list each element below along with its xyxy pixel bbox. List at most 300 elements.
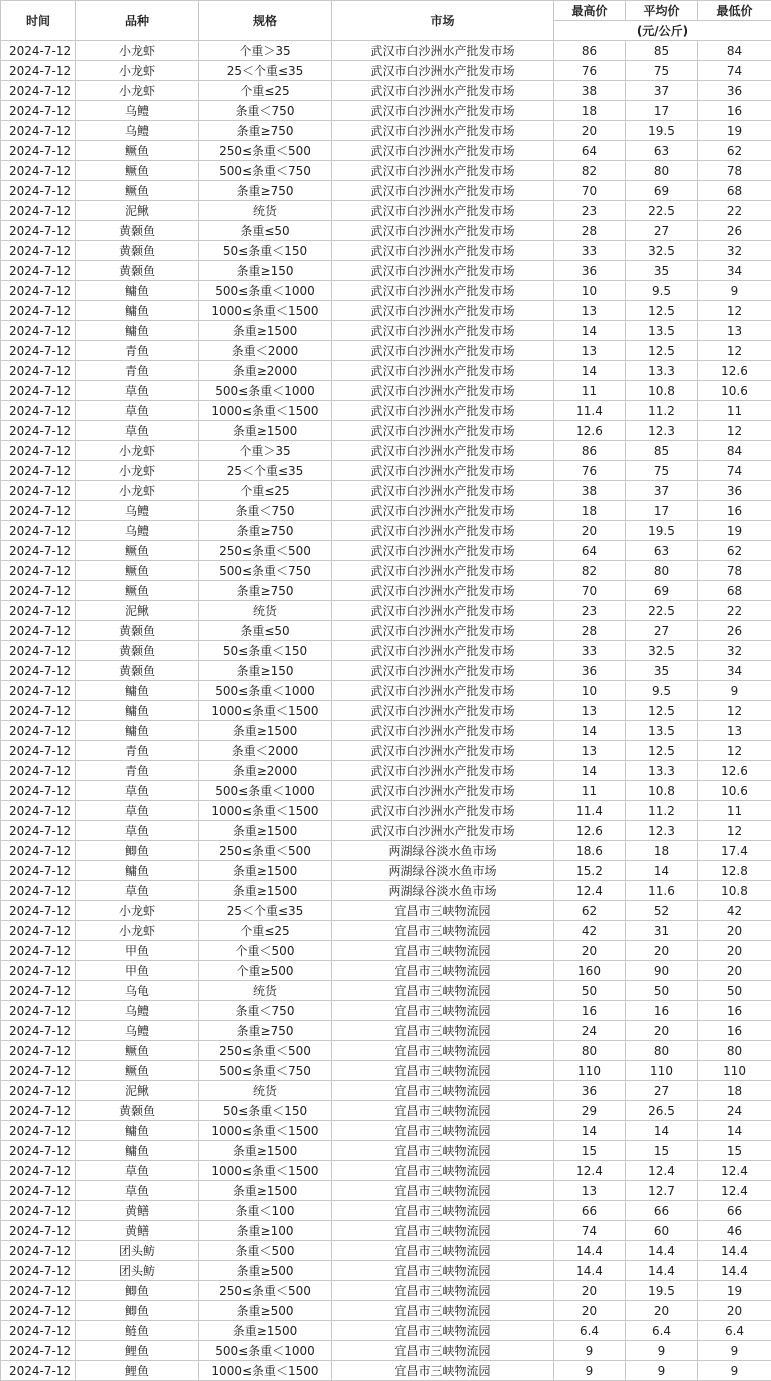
cell-low-price: 110 bbox=[698, 1061, 771, 1081]
cell-high-price: 20 bbox=[554, 941, 626, 961]
cell-market: 武汉市白沙洲水产批发市场 bbox=[332, 481, 554, 501]
cell-date: 2024-7-12 bbox=[1, 1181, 76, 1201]
cell-variety: 小龙虾 bbox=[76, 481, 199, 501]
cell-low-price: 18 bbox=[698, 1081, 771, 1101]
cell-market: 宜昌市三峡物流园 bbox=[332, 1221, 554, 1241]
cell-market: 宜昌市三峡物流园 bbox=[332, 1181, 554, 1201]
cell-market: 宜昌市三峡物流园 bbox=[332, 1201, 554, 1221]
cell-spec: 个重≤25 bbox=[199, 921, 332, 941]
cell-date: 2024-7-12 bbox=[1, 201, 76, 221]
table-row bbox=[1, 721, 771, 741]
cell-avg-price: 80 bbox=[626, 561, 698, 581]
header-unit: (元/公斤) bbox=[554, 21, 771, 41]
cell-avg-price: 13.5 bbox=[626, 321, 698, 341]
cell-low-price: 12 bbox=[698, 341, 771, 361]
cell-avg-price: 17 bbox=[626, 101, 698, 121]
cell-date: 2024-7-12 bbox=[1, 1221, 76, 1241]
cell-high-price: 23 bbox=[554, 601, 626, 621]
cell-avg-price: 11.2 bbox=[626, 401, 698, 421]
cell-market: 武汉市白沙洲水产批发市场 bbox=[332, 561, 554, 581]
cell-market: 武汉市白沙洲水产批发市场 bbox=[332, 361, 554, 381]
cell-date: 2024-7-12 bbox=[1, 41, 76, 61]
cell-high-price: 20 bbox=[554, 521, 626, 541]
cell-variety: 乌鳢 bbox=[76, 1021, 199, 1041]
cell-market: 武汉市白沙洲水产批发市场 bbox=[332, 441, 554, 461]
header-date: 时间 bbox=[1, 1, 76, 41]
cell-avg-price: 27 bbox=[626, 1081, 698, 1101]
cell-spec: 500≤条重＜750 bbox=[199, 561, 332, 581]
cell-spec: 500≤条重＜1000 bbox=[199, 681, 332, 701]
cell-avg-price: 19.5 bbox=[626, 121, 698, 141]
cell-market: 宜昌市三峡物流园 bbox=[332, 1281, 554, 1301]
cell-date: 2024-7-12 bbox=[1, 181, 76, 201]
cell-variety: 小龙虾 bbox=[76, 441, 199, 461]
cell-spec: 个重＜500 bbox=[199, 941, 332, 961]
cell-low-price: 12.6 bbox=[698, 761, 771, 781]
table-row bbox=[1, 861, 771, 881]
cell-variety: 鳙鱼 bbox=[76, 701, 199, 721]
cell-variety: 鳜鱼 bbox=[76, 1061, 199, 1081]
table-row bbox=[1, 221, 771, 241]
cell-spec: 1000≤条重＜1500 bbox=[199, 401, 332, 421]
table-row bbox=[1, 881, 771, 901]
cell-avg-price: 32.5 bbox=[626, 241, 698, 261]
cell-avg-price: 80 bbox=[626, 161, 698, 181]
cell-date: 2024-7-12 bbox=[1, 701, 76, 721]
cell-avg-price: 18 bbox=[626, 841, 698, 861]
cell-spec: 条重≥2000 bbox=[199, 761, 332, 781]
cell-date: 2024-7-12 bbox=[1, 161, 76, 181]
cell-high-price: 24 bbox=[554, 1021, 626, 1041]
cell-spec: 50≤条重＜150 bbox=[199, 241, 332, 261]
table-row bbox=[1, 261, 771, 281]
cell-avg-price: 14 bbox=[626, 1121, 698, 1141]
header-high-price: 最高价 bbox=[554, 1, 626, 21]
table-row bbox=[1, 601, 771, 621]
table-row bbox=[1, 41, 771, 61]
cell-high-price: 20 bbox=[554, 1301, 626, 1321]
cell-high-price: 12.6 bbox=[554, 421, 626, 441]
cell-spec: 个重≤25 bbox=[199, 81, 332, 101]
cell-low-price: 26 bbox=[698, 621, 771, 641]
cell-low-price: 12 bbox=[698, 701, 771, 721]
table-row bbox=[1, 701, 771, 721]
cell-market: 武汉市白沙洲水产批发市场 bbox=[332, 101, 554, 121]
cell-spec: 条重≥750 bbox=[199, 1021, 332, 1041]
cell-avg-price: 26.5 bbox=[626, 1101, 698, 1121]
table-row bbox=[1, 1201, 771, 1221]
cell-low-price: 62 bbox=[698, 541, 771, 561]
cell-variety: 草鱼 bbox=[76, 821, 199, 841]
cell-date: 2024-7-12 bbox=[1, 761, 76, 781]
cell-high-price: 15.2 bbox=[554, 861, 626, 881]
cell-market: 武汉市白沙洲水产批发市场 bbox=[332, 801, 554, 821]
cell-avg-price: 80 bbox=[626, 1041, 698, 1061]
cell-avg-price: 37 bbox=[626, 481, 698, 501]
cell-market: 武汉市白沙洲水产批发市场 bbox=[332, 61, 554, 81]
cell-low-price: 12 bbox=[698, 821, 771, 841]
cell-date: 2024-7-12 bbox=[1, 1041, 76, 1061]
cell-date: 2024-7-12 bbox=[1, 1341, 76, 1361]
cell-date: 2024-7-12 bbox=[1, 361, 76, 381]
cell-spec: 250≤条重＜500 bbox=[199, 1281, 332, 1301]
cell-variety: 甲鱼 bbox=[76, 961, 199, 981]
cell-variety: 小龙虾 bbox=[76, 901, 199, 921]
cell-spec: 条重≥500 bbox=[199, 1301, 332, 1321]
cell-high-price: 33 bbox=[554, 241, 626, 261]
cell-avg-price: 75 bbox=[626, 61, 698, 81]
cell-avg-price: 12.5 bbox=[626, 741, 698, 761]
cell-date: 2024-7-12 bbox=[1, 301, 76, 321]
cell-avg-price: 69 bbox=[626, 581, 698, 601]
cell-date: 2024-7-12 bbox=[1, 461, 76, 481]
cell-avg-price: 9 bbox=[626, 1361, 698, 1381]
cell-date: 2024-7-12 bbox=[1, 1001, 76, 1021]
cell-variety: 黄鳝 bbox=[76, 1221, 199, 1241]
cell-avg-price: 9 bbox=[626, 1341, 698, 1361]
cell-spec: 统货 bbox=[199, 601, 332, 621]
cell-high-price: 11 bbox=[554, 381, 626, 401]
table-row bbox=[1, 1181, 771, 1201]
cell-variety: 草鱼 bbox=[76, 421, 199, 441]
cell-variety: 草鱼 bbox=[76, 881, 199, 901]
cell-high-price: 13 bbox=[554, 741, 626, 761]
table-row bbox=[1, 1001, 771, 1021]
table-row bbox=[1, 361, 771, 381]
table-row bbox=[1, 281, 771, 301]
table-header bbox=[1, 1, 771, 41]
cell-market: 武汉市白沙洲水产批发市场 bbox=[332, 781, 554, 801]
cell-high-price: 14 bbox=[554, 1121, 626, 1141]
table-row bbox=[1, 941, 771, 961]
cell-high-price: 11.4 bbox=[554, 401, 626, 421]
cell-high-price: 11.4 bbox=[554, 801, 626, 821]
cell-high-price: 29 bbox=[554, 1101, 626, 1121]
cell-spec: 条重＜2000 bbox=[199, 741, 332, 761]
cell-date: 2024-7-12 bbox=[1, 61, 76, 81]
cell-spec: 25＜个重≤35 bbox=[199, 461, 332, 481]
cell-variety: 泥鳅 bbox=[76, 201, 199, 221]
table-row bbox=[1, 621, 771, 641]
cell-spec: 条重≥750 bbox=[199, 121, 332, 141]
cell-date: 2024-7-12 bbox=[1, 321, 76, 341]
cell-low-price: 22 bbox=[698, 601, 771, 621]
cell-date: 2024-7-12 bbox=[1, 121, 76, 141]
cell-avg-price: 9.5 bbox=[626, 281, 698, 301]
cell-low-price: 20 bbox=[698, 961, 771, 981]
cell-high-price: 12.6 bbox=[554, 821, 626, 841]
cell-low-price: 68 bbox=[698, 581, 771, 601]
cell-high-price: 18 bbox=[554, 101, 626, 121]
cell-market: 武汉市白沙洲水产批发市场 bbox=[332, 341, 554, 361]
cell-low-price: 12.4 bbox=[698, 1161, 771, 1181]
cell-avg-price: 13.3 bbox=[626, 761, 698, 781]
cell-market: 两湖绿谷淡水鱼市场 bbox=[332, 841, 554, 861]
cell-date: 2024-7-12 bbox=[1, 1101, 76, 1121]
cell-date: 2024-7-12 bbox=[1, 841, 76, 861]
cell-variety: 黄颡鱼 bbox=[76, 1101, 199, 1121]
cell-low-price: 46 bbox=[698, 1221, 771, 1241]
table-row bbox=[1, 1041, 771, 1061]
cell-market: 宜昌市三峡物流园 bbox=[332, 1061, 554, 1081]
cell-spec: 统货 bbox=[199, 981, 332, 1001]
cell-low-price: 12.6 bbox=[698, 361, 771, 381]
cell-high-price: 12.4 bbox=[554, 881, 626, 901]
cell-variety: 乌龟 bbox=[76, 981, 199, 1001]
cell-variety: 黄颡鱼 bbox=[76, 661, 199, 681]
cell-date: 2024-7-12 bbox=[1, 661, 76, 681]
cell-variety: 草鱼 bbox=[76, 781, 199, 801]
cell-avg-price: 63 bbox=[626, 141, 698, 161]
table-row bbox=[1, 841, 771, 861]
cell-avg-price: 27 bbox=[626, 221, 698, 241]
cell-spec: 50≤条重＜150 bbox=[199, 1101, 332, 1121]
cell-date: 2024-7-12 bbox=[1, 221, 76, 241]
cell-spec: 统货 bbox=[199, 1081, 332, 1101]
cell-low-price: 12 bbox=[698, 421, 771, 441]
cell-low-price: 9 bbox=[698, 281, 771, 301]
cell-variety: 团头鲂 bbox=[76, 1261, 199, 1281]
cell-variety: 鳜鱼 bbox=[76, 561, 199, 581]
cell-low-price: 14.4 bbox=[698, 1261, 771, 1281]
cell-low-price: 14.4 bbox=[698, 1241, 771, 1261]
cell-date: 2024-7-12 bbox=[1, 1361, 76, 1381]
cell-market: 宜昌市三峡物流园 bbox=[332, 1321, 554, 1341]
cell-avg-price: 20 bbox=[626, 941, 698, 961]
cell-low-price: 10.6 bbox=[698, 781, 771, 801]
cell-high-price: 20 bbox=[554, 121, 626, 141]
cell-variety: 鳙鱼 bbox=[76, 281, 199, 301]
cell-date: 2024-7-12 bbox=[1, 1301, 76, 1321]
cell-market: 武汉市白沙洲水产批发市场 bbox=[332, 581, 554, 601]
table-body bbox=[1, 41, 771, 1381]
cell-date: 2024-7-12 bbox=[1, 521, 76, 541]
cell-variety: 鲫鱼 bbox=[76, 1301, 199, 1321]
cell-high-price: 20 bbox=[554, 1281, 626, 1301]
cell-avg-price: 63 bbox=[626, 541, 698, 561]
cell-low-price: 19 bbox=[698, 521, 771, 541]
cell-high-price: 74 bbox=[554, 1221, 626, 1241]
cell-variety: 小龙虾 bbox=[76, 921, 199, 941]
cell-low-price: 19 bbox=[698, 1281, 771, 1301]
cell-market: 武汉市白沙洲水产批发市场 bbox=[332, 621, 554, 641]
cell-spec: 条重≥1500 bbox=[199, 321, 332, 341]
cell-variety: 泥鳅 bbox=[76, 1081, 199, 1101]
cell-variety: 小龙虾 bbox=[76, 81, 199, 101]
cell-spec: 条重＜750 bbox=[199, 501, 332, 521]
cell-avg-price: 19.5 bbox=[626, 1281, 698, 1301]
cell-low-price: 50 bbox=[698, 981, 771, 1001]
cell-high-price: 82 bbox=[554, 561, 626, 581]
cell-low-price: 12 bbox=[698, 741, 771, 761]
cell-date: 2024-7-12 bbox=[1, 241, 76, 261]
cell-high-price: 14.4 bbox=[554, 1241, 626, 1261]
cell-avg-price: 22.5 bbox=[626, 601, 698, 621]
cell-market: 宜昌市三峡物流园 bbox=[332, 1081, 554, 1101]
cell-low-price: 32 bbox=[698, 241, 771, 261]
cell-market: 武汉市白沙洲水产批发市场 bbox=[332, 741, 554, 761]
cell-low-price: 20 bbox=[698, 1301, 771, 1321]
cell-date: 2024-7-12 bbox=[1, 901, 76, 921]
cell-low-price: 22 bbox=[698, 201, 771, 221]
cell-spec: 条重≥1500 bbox=[199, 1141, 332, 1161]
table-row bbox=[1, 681, 771, 701]
cell-low-price: 14 bbox=[698, 1121, 771, 1141]
cell-date: 2024-7-12 bbox=[1, 621, 76, 641]
cell-spec: 1000≤条重＜1500 bbox=[199, 801, 332, 821]
table-row bbox=[1, 1361, 771, 1381]
cell-date: 2024-7-12 bbox=[1, 1021, 76, 1041]
table-row bbox=[1, 101, 771, 121]
cell-date: 2024-7-12 bbox=[1, 341, 76, 361]
cell-variety: 鳜鱼 bbox=[76, 581, 199, 601]
cell-spec: 条重≥1500 bbox=[199, 881, 332, 901]
table-row bbox=[1, 581, 771, 601]
cell-variety: 乌鳢 bbox=[76, 101, 199, 121]
cell-low-price: 74 bbox=[698, 61, 771, 81]
cell-spec: 条重≤50 bbox=[199, 621, 332, 641]
cell-variety: 鳜鱼 bbox=[76, 1041, 199, 1061]
cell-low-price: 12.4 bbox=[698, 1181, 771, 1201]
cell-date: 2024-7-12 bbox=[1, 381, 76, 401]
table-row bbox=[1, 661, 771, 681]
cell-variety: 鳙鱼 bbox=[76, 681, 199, 701]
cell-spec: 统货 bbox=[199, 201, 332, 221]
cell-market: 宜昌市三峡物流园 bbox=[332, 961, 554, 981]
table-row bbox=[1, 1241, 771, 1261]
cell-avg-price: 13.3 bbox=[626, 361, 698, 381]
cell-market: 武汉市白沙洲水产批发市场 bbox=[332, 41, 554, 61]
cell-spec: 1000≤条重＜1500 bbox=[199, 701, 332, 721]
cell-variety: 鳙鱼 bbox=[76, 721, 199, 741]
cell-high-price: 11 bbox=[554, 781, 626, 801]
cell-spec: 条重≥1500 bbox=[199, 861, 332, 881]
cell-high-price: 28 bbox=[554, 621, 626, 641]
cell-date: 2024-7-12 bbox=[1, 81, 76, 101]
cell-market: 宜昌市三峡物流园 bbox=[332, 1261, 554, 1281]
table-row bbox=[1, 1261, 771, 1281]
cell-variety: 黄颡鱼 bbox=[76, 261, 199, 281]
cell-low-price: 84 bbox=[698, 41, 771, 61]
cell-high-price: 18.6 bbox=[554, 841, 626, 861]
cell-date: 2024-7-12 bbox=[1, 1281, 76, 1301]
cell-market: 武汉市白沙洲水产批发市场 bbox=[332, 461, 554, 481]
cell-variety: 鲫鱼 bbox=[76, 841, 199, 861]
table-row bbox=[1, 181, 771, 201]
cell-variety: 鳙鱼 bbox=[76, 301, 199, 321]
cell-date: 2024-7-12 bbox=[1, 561, 76, 581]
cell-high-price: 13 bbox=[554, 701, 626, 721]
table-row bbox=[1, 1081, 771, 1101]
cell-market: 武汉市白沙洲水产批发市场 bbox=[332, 321, 554, 341]
cell-variety: 青鱼 bbox=[76, 761, 199, 781]
cell-avg-price: 9.5 bbox=[626, 681, 698, 701]
cell-market: 武汉市白沙洲水产批发市场 bbox=[332, 81, 554, 101]
cell-date: 2024-7-12 bbox=[1, 541, 76, 561]
cell-date: 2024-7-12 bbox=[1, 441, 76, 461]
cell-spec: 条重＜750 bbox=[199, 1001, 332, 1021]
cell-low-price: 68 bbox=[698, 181, 771, 201]
cell-low-price: 9 bbox=[698, 1361, 771, 1381]
cell-variety: 团头鲂 bbox=[76, 1241, 199, 1261]
cell-market: 武汉市白沙洲水产批发市场 bbox=[332, 401, 554, 421]
table-row bbox=[1, 901, 771, 921]
cell-date: 2024-7-12 bbox=[1, 1241, 76, 1261]
cell-avg-price: 6.4 bbox=[626, 1321, 698, 1341]
cell-market: 武汉市白沙洲水产批发市场 bbox=[332, 761, 554, 781]
table-row bbox=[1, 481, 771, 501]
cell-spec: 条重≥100 bbox=[199, 1221, 332, 1241]
cell-spec: 500≤条重＜750 bbox=[199, 1061, 332, 1081]
cell-high-price: 9 bbox=[554, 1341, 626, 1361]
cell-spec: 250≤条重＜500 bbox=[199, 1041, 332, 1061]
cell-avg-price: 32.5 bbox=[626, 641, 698, 661]
cell-spec: 250≤条重＜500 bbox=[199, 141, 332, 161]
cell-high-price: 28 bbox=[554, 221, 626, 241]
cell-low-price: 16 bbox=[698, 1001, 771, 1021]
cell-spec: 500≤条重＜1000 bbox=[199, 781, 332, 801]
cell-high-price: 66 bbox=[554, 1201, 626, 1221]
cell-variety: 乌鳢 bbox=[76, 501, 199, 521]
cell-high-price: 18 bbox=[554, 501, 626, 521]
cell-variety: 鲫鱼 bbox=[76, 1281, 199, 1301]
cell-low-price: 12.8 bbox=[698, 861, 771, 881]
cell-market: 武汉市白沙洲水产批发市场 bbox=[332, 821, 554, 841]
cell-high-price: 70 bbox=[554, 581, 626, 601]
cell-market: 宜昌市三峡物流园 bbox=[332, 1141, 554, 1161]
cell-high-price: 50 bbox=[554, 981, 626, 1001]
cell-avg-price: 37 bbox=[626, 81, 698, 101]
cell-high-price: 36 bbox=[554, 1081, 626, 1101]
cell-market: 宜昌市三峡物流园 bbox=[332, 1121, 554, 1141]
table-row bbox=[1, 641, 771, 661]
cell-variety: 草鱼 bbox=[76, 1181, 199, 1201]
cell-spec: 个重＞35 bbox=[199, 441, 332, 461]
cell-avg-price: 35 bbox=[626, 261, 698, 281]
table-row bbox=[1, 421, 771, 441]
table-row bbox=[1, 1221, 771, 1241]
cell-market: 武汉市白沙洲水产批发市场 bbox=[332, 601, 554, 621]
cell-market: 武汉市白沙洲水产批发市场 bbox=[332, 541, 554, 561]
cell-avg-price: 66 bbox=[626, 1201, 698, 1221]
cell-market: 宜昌市三峡物流园 bbox=[332, 901, 554, 921]
cell-low-price: 10.8 bbox=[698, 881, 771, 901]
cell-variety: 青鱼 bbox=[76, 741, 199, 761]
cell-variety: 甲鱼 bbox=[76, 941, 199, 961]
table-row bbox=[1, 141, 771, 161]
cell-avg-price: 12.4 bbox=[626, 1161, 698, 1181]
cell-high-price: 80 bbox=[554, 1041, 626, 1061]
cell-high-price: 64 bbox=[554, 541, 626, 561]
cell-variety: 鲤鱼 bbox=[76, 1361, 199, 1381]
cell-high-price: 110 bbox=[554, 1061, 626, 1081]
cell-date: 2024-7-12 bbox=[1, 501, 76, 521]
cell-variety: 小龙虾 bbox=[76, 41, 199, 61]
cell-high-price: 70 bbox=[554, 181, 626, 201]
cell-date: 2024-7-12 bbox=[1, 941, 76, 961]
cell-high-price: 9 bbox=[554, 1361, 626, 1381]
cell-avg-price: 12.3 bbox=[626, 821, 698, 841]
cell-spec: 条重≥750 bbox=[199, 581, 332, 601]
cell-date: 2024-7-12 bbox=[1, 801, 76, 821]
cell-avg-price: 60 bbox=[626, 1221, 698, 1241]
cell-low-price: 15 bbox=[698, 1141, 771, 1161]
cell-low-price: 34 bbox=[698, 261, 771, 281]
cell-avg-price: 20 bbox=[626, 1021, 698, 1041]
cell-spec: 25＜个重≤35 bbox=[199, 61, 332, 81]
cell-low-price: 16 bbox=[698, 501, 771, 521]
cell-high-price: 13 bbox=[554, 1181, 626, 1201]
